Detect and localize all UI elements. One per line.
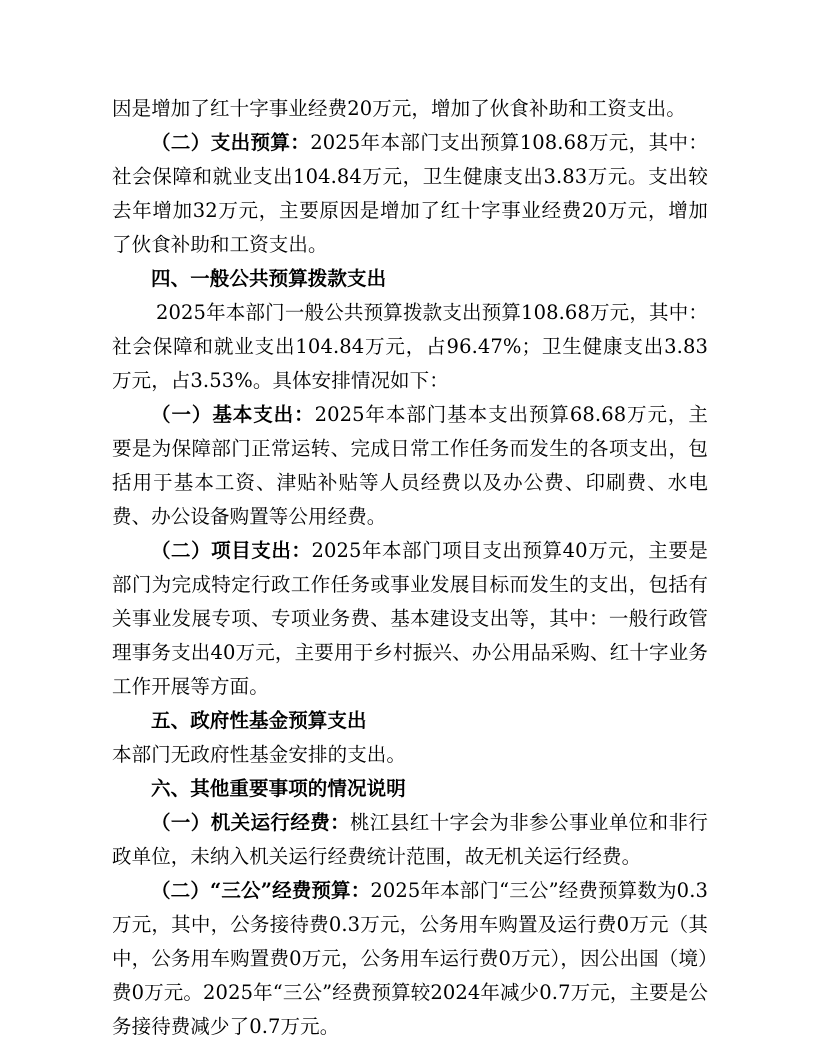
- p-agency-operating-costs: [112, 806, 708, 874]
- p-three-public-budget: [112, 874, 708, 1044]
- p-three-public-budget-seg-0: （二）“三公”经费预算：: [151, 879, 371, 902]
- p-expenditure-budget-seg-1: 2025年本部门支出预算108.68万元，其中：社会保障和就业支出104.84万元，卫生健康支出3.83万元。支出较去年增加32万元，主要原因是增加了红十字事业经费20万元，增加了伙食补助和工资支出。: [112, 131, 708, 256]
- p-project-expenditure: [112, 534, 708, 704]
- p-expenditure-budget: [112, 126, 708, 262]
- p-section-four-body-seg-0: 2025年本部门一般公共预算拨款支出预算108.68万元，其中：社会保障和就业支出104.84万元，占96.47%；卫生健康支出3.83万元，占3.53%。具体安排情况如下：: [112, 301, 708, 392]
- p-agency-operating-costs-seg-0: （一）机关运行经费：: [151, 811, 351, 834]
- p-agency-operating-costs-seg-1: 桃江县红十字会为非参公事业单位和非行政单位，未纳入机关运行经费统计范围，故无机关运行经费。: [112, 811, 708, 868]
- p-three-public-budget-seg-1: 2025年本部门“三公”经费预算数为0.3万元，其中，公务接待费0.3万元，公务用车购置及运行费0万元（其中，公务用车购置费0万元，公务用车运行费0万元），因公出国（境）费0万元。2025年“三公”经费预算较2024年减少0.7万元，主要是公务接待费减少了0.7万元。: [112, 879, 708, 1038]
- p-project-expenditure-seg-1: 2025年本部门项目支出预算40万元，主要是部门为完成特定行政工作任务或事业发展目标而发生的支出，包括有关事业发展专项、专项业务费、基本建设支出等，其中：一般行政管理事务支出40万元，主要用于乡村振兴、办公用品采购、红十字业务工作开展等方面。: [112, 539, 708, 698]
- p-basic-expenditure: [112, 398, 708, 534]
- p-basic-expenditure-seg-0: （一）基本支出：: [151, 403, 315, 426]
- h-section-four-seg-0: 四、一般公共预算拨款支出: [151, 267, 387, 290]
- p-project-expenditure-seg-0: （二）项目支出：: [151, 539, 312, 562]
- h-section-four: [112, 262, 708, 296]
- h-section-five-seg-0: 五、政府性基金预算支出: [151, 709, 367, 732]
- document-body: [112, 92, 708, 1044]
- h-section-five: [112, 704, 708, 738]
- p-continued-1-seg-0: 因是增加了红十字事业经费20万元，增加了伙食补助和工资支出。: [112, 97, 686, 120]
- p-section-four-body: [112, 296, 708, 398]
- p-basic-expenditure-seg-1: 2025年本部门基本支出预算68.68万元，主要是为保障部门正常运转、完成日常工作任务而发生的各项支出，包括用于基本工资、津贴补贴等人员经费以及办公费、印刷费、水电费、办公设备购置等公用经费。: [112, 403, 708, 528]
- p-section-five-body-seg-0: 本部门无政府性基金安排的支出。: [112, 743, 407, 766]
- h-section-six-seg-0: 六、其他重要事项的情况说明: [151, 777, 406, 800]
- p-continued-1: [112, 92, 708, 126]
- h-section-six: [112, 772, 708, 806]
- p-expenditure-budget-seg-0: （二）支出预算：: [151, 131, 311, 154]
- p-section-five-body: [112, 738, 708, 772]
